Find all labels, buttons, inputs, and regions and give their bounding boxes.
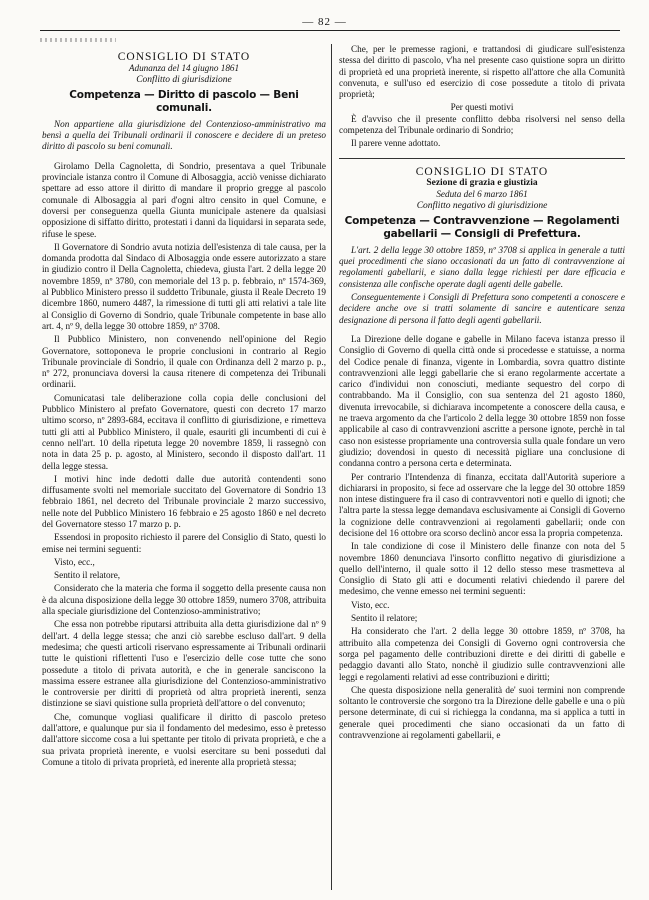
- right-date: Seduta del 6 marzo 1861: [436, 189, 528, 200]
- section-separator: [339, 158, 625, 159]
- right-continuation: Che, per le premesse ragioni, e trattandosi di giudicare sull'esistenza stessa del diritto di pascolo, v'ha nel presente caso quistione sopra un diritto di proprietà ed una proprietà inerente, si rispetto all'attore che alla Comunità convenuta, e sull'uso ed esercizio di cose possedute a titolo di privata proprietà;: [339, 44, 625, 100]
- right-per-questi-motivi: Per questi motivi: [450, 102, 514, 113]
- left-consideration: Che essa non potrebbe riputarsi attribuita alla detta giurisdizione dal nº 9 dell'art. 4 della legge stessa; che anzi ciò sarebbe escluso dall'art. 9 della medesima; che questi articoli riservano espressamente ai Tribunali ordinarii tutte le quistioni riflettenti l'uso e l'esercizio delle cose tutte che sono possedute a titolo di privata autorità, e che in generale sanciscono la massima essere estranee alla giurisdizione del Contenzioso-amministrativo le controversie per diritti di proprietà od altra proprietà inerenti, senza distinzione se siavi quistione sulla proprietà dell'attore o del convenuto;: [42, 619, 326, 709]
- column-divider: [331, 44, 332, 890]
- left-paragraph: Il Pubblico Ministero, non convenendo nell'opinione del Regio Governatore, sottoponeva le proprie conclusioni in contrario al Regio Tribunale provinciale di Sondrio, il quale con Ordinanza dell 2 marzo p. p., nº 272, pronunciava doversi la causa ritenere di competenza dei Tribunali ordinarii.: [42, 334, 326, 390]
- left-paragraph: Girolamo Della Cagnoletta, di Sondrio, presentava a quel Tribunale provinciale istanza contro il Comune di Albosaggia, acciò venisse dichiarato spettare ad esso attore il diritto di mandare il proprio gregge al pascolo comunale di Albosaggia al pari d'ogni altro censito in quel Comune, e doversi per conseguenza quella Giunta municipale astenere da qualsiasi opposizione di siffatto diritto, protestati i danni da liquidarsi in separata sede, rifuse le spese.: [42, 160, 326, 239]
- left-summary: Non appartiene alla giurisdizione del Contenzioso-amministrativo ma bensì a quella dei Tribunali ordinarii il conoscere e decidere di un preteso diritto di pascolo su beni comunali.: [42, 118, 326, 152]
- left-consideration: Che, comunque vogliasi qualificare il diritto di pascolo preteso dall'attore, e qualunque pur sia il fondamento del medesimo, esso è pretesso dall'attore siccome cosa a lui spettante per titolo di privata proprietà, e che a sua privata proprietà inerente, e vuolsi esercitare su beni posseduti dal Comune a titolo di privata proprietà, ed inerente alla proprietà stessa;: [42, 711, 326, 767]
- top-rule: [40, 30, 620, 31]
- right-avviso: È d'avviso che il presente conflitto debba risolversi nel senso della competenza del Tribunale ordinario di Sondrio;: [339, 113, 625, 136]
- left-paragraph: Comunicatasi tale deliberazione colla copia delle conclusioni del Pubblico Ministero al prefato Governatore, questi con decreto 17 marzo ultimo scorso, nº 2893-684, eccitava il conflitto di giurisdizione, e rimetteva tutti gli atti al Pubblico Ministero, il quale, esauriti gli incumbenti di cui è cenno nell'art. 10 della ripetuta legge 20 novembre 1859, li rassegnò con nota in data 25 p. p. agosto, al Ministero, secondo il disposto dall'art. 11 della legge stessa.: [42, 392, 326, 471]
- left-title: CONSIGLIO DI STATO: [117, 51, 251, 63]
- left-visto: Visto, ecc.,: [54, 556, 95, 567]
- right-adottato: Il parere venne adottato.: [351, 138, 441, 149]
- left-heading: Competenza — Diritto di pascolo — Beni comunali.: [69, 88, 299, 114]
- right-consideration: Ha considerato che l'art. 2 della legge 30 ottobre 1859, nº 3708, ha attribuito alla competenza dei Consigli di Governo ogni controversia che sorga pel pagamento delle contribuzioni dirette e dei diritti di gabelle e pedaggio davanti allo Stato, nonchè il giudizio sulle contravvenzioni alle leggi e regolamenti relativi ad esse contribuzioni e diritti;: [339, 626, 625, 682]
- left-paragraph: Il Governatore di Sondrio avuta notizia dell'esistenza di tale causa, per la domanda prodotta dal Sindaco di Albosaggia onde essere autorizzato a stare in giudizio contro il Della Cagnoletta, chiedeva, giusta l'art. 2 della legge 20 novembre 1859, nº 3780, con memoriale del 13 p. p. febbraio, nº 1574-369, al Pubblico Ministero presso il suddetto Tribunale, giusta il Reale Decreto 19 dicembre 1860, numero 4487, la rimessione di tutti gli atti relativi a tale lite al Consiglio di Governo di Sondrio, quale Tribunale competente in base allo art. 4, nº 9, della legge 30 ottobre 1859, nº 3708.: [42, 241, 326, 331]
- right-paragraph: In tale condizione di cose il Ministero delle finanze con nota del 5 novembre 1860 denunciava l'insorto conflitto negativo di giurisdizione a quello dell'interno, il quale sotto il 12 dello stesso mese trasmetteva al Consiglio di Stato gli atti e documenti relativi chiedendo il parere del medesimo, che venne emesso nei termini seguenti:: [339, 541, 625, 597]
- right-column: [339, 44, 625, 743]
- page-number: — 82 —: [302, 16, 347, 28]
- left-sentito: Sentito il relatore,: [54, 570, 121, 581]
- right-consideration: Che questa disposizione nella generalità de' suoi termini non comprende soltanto le controversie che sorgono tra la Direzione delle gabelle e una o più persone determinate, di cui si richiegga la condanna, ma si applica a tutti in generale quei procedimenti che siano occasionati da un fatto di contravvenzione ai regolamenti gabellarii, e: [339, 684, 625, 741]
- header-speckle: [40, 38, 116, 42]
- right-conflict-type: Conflitto negativo di giurisdizione: [416, 200, 548, 211]
- right-visto: Visto, ecc.: [351, 599, 390, 610]
- left-paragraph: Essendosi in proposito richiesto il parere del Consiglio di Stato, questi lo emise nei termini seguenti:: [42, 532, 326, 554]
- left-paragraph: I motivi hinc inde dedotti dalle due autorità contendenti sono diffusamente svolti nel memoriale succitato del Governatore di Sondrio 13 febbraio 1861, nel decreto del Tribunale provinciale 2 marzo successivo, nelle note del Pubblico Ministero 16 febbraio e 25 agosto 1860 e nel decreto del Governatore stesso 17 marzo p. p.: [42, 473, 326, 529]
- right-paragraph: Per contrario l'Intendenza di finanza, eccitata dall'Autorità superiore a dichiararsi in proposito, si fece ad osservare che la legge del 30 ottobre 1859 non intese distinguere fra il caso di contravventori noti e quello di ignoti; che l'altra parte la stessa legge demandava esclusivamente ai Consigli di Governo la cognizione delle contravvenzioni ai regolamenti gabellarii; onde con decisione del 16 ottobre ora scorso declinò ancor essa la propria competenza.: [339, 471, 625, 538]
- left-column: [42, 44, 326, 770]
- right-paragraph: La Direzione delle dogane e gabelle in Milano faceva istanza presso il Consiglio di Governo di quella città onde si procedesse e statuisse, a norma del Codice penale di finanza, vigente in Lombardia, sovra quattro distinte contravvenzioni alle leggi gabellarie che si erano regolarmente accertate a carico d'individui non conosciuti, mediante sequestro del corpo di contrabbando. Ma il Consiglio, con sua sentenza del 21 agosto 1860, divenuta irrevocabile, si dichiarava incompetente a conoscere della causa, e ne traeva argomento da che l'articolo 2 della legge 30 ottobre 1859 non fosse applicabile al caso di contravvenzioni ascritte a persone ignote, perchè in tal caso non esistesse propriamente una controversia sulla quale fondare un vero giudizio; dovendosi in questo di necessità pigliare una conclusione di condanna contro a persona certa e determinata.: [339, 333, 625, 469]
- right-section: Sezione di grazia e giustizia: [426, 177, 538, 188]
- right-sentito: Sentito il relatore;: [351, 613, 418, 624]
- right-summary: Conseguentemente i Consigli di Prefettura sono competenti a conoscere e decidere anche ove si tratti solamente di sancire e autenticare senza designazione di persona il fatto degli agenti gabellarii.: [339, 292, 625, 325]
- right-heading: Competenza — Contravvenzione — Regolamenti gabellarii — Consigli di Prefettura.: [344, 214, 620, 240]
- left-consideration: Considerato che la materia che forma il soggetto della presente causa non è da alcuna disposizione della legge 30 ottobre 1859, numero 3708, attribuita alla speciale giurisdizione del Contenzioso-amministrativo;: [42, 583, 326, 617]
- right-summary: L'art. 2 della legge 30 ottobre 1859, nº 3708 si applica in generale a tutti quei procedimenti che siano occasionati da un fatto di contravvenzione ai regolamenti gabellarii, e siano dalla legge richiesti per dare efficacia e consistenza alle confische operate dagli agenti delle gabelle.: [339, 244, 625, 289]
- right-title: CONSIGLIO DI STATO: [415, 165, 549, 178]
- left-conflict-type: Conflitto di giurisdizione: [136, 74, 232, 85]
- left-date: Adunanza del 14 giugno 1861: [128, 63, 240, 74]
